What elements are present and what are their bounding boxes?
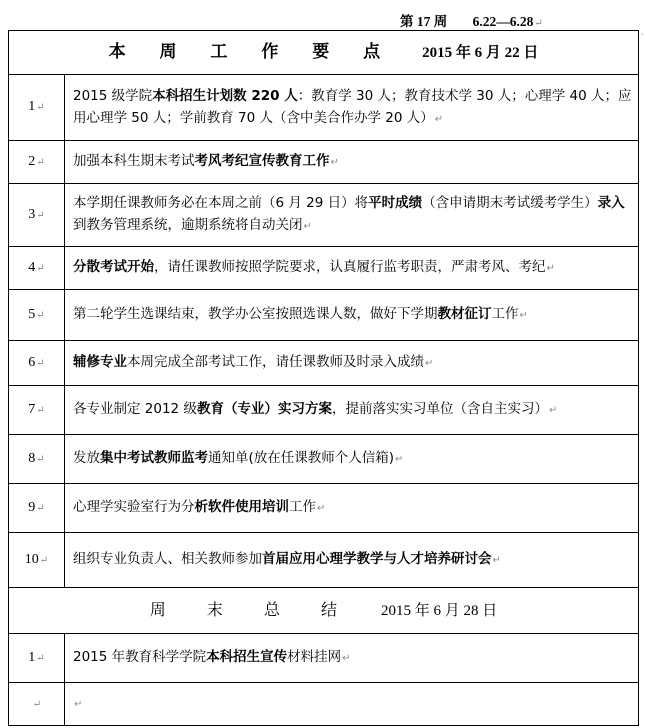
row-number bbox=[9, 435, 65, 484]
bold-text: 录入 bbox=[597, 195, 625, 211]
table-row bbox=[9, 75, 639, 141]
row-number bbox=[9, 683, 65, 726]
row-number-text: 7 bbox=[28, 401, 36, 417]
bold-text: 本科招生计划数 220 人 bbox=[152, 87, 298, 104]
row-content bbox=[65, 683, 639, 726]
text: 本周完成全部考试工作，请任课教师及时录入成绩 bbox=[127, 354, 424, 370]
row-number bbox=[9, 184, 65, 247]
row-content bbox=[65, 75, 639, 141]
text: 第二轮学生选课结束，教学办公室按照选课人数，做好下学期 bbox=[73, 306, 438, 322]
paragraph-mark-icon: ↵ bbox=[36, 357, 45, 369]
bold-text: 分散考试开始 bbox=[73, 259, 154, 275]
text: 2015 年教育科学学院 bbox=[73, 649, 207, 665]
summary-section-title: 周 末 总 结 bbox=[149, 600, 355, 619]
text: （含申请期末考试缓考学生） bbox=[422, 195, 598, 211]
table-row bbox=[9, 341, 639, 386]
table-row bbox=[9, 484, 639, 533]
paragraph-mark-icon: ↵ bbox=[36, 453, 45, 465]
row-number-text: 2 bbox=[28, 153, 36, 169]
paragraph-mark-icon: ↵ bbox=[425, 358, 434, 369]
summary-section-date: 2015 年 6 月 28 日 bbox=[381, 603, 498, 619]
weekly-section-title: 本 周 工 作 要 点 bbox=[108, 42, 395, 62]
bold-text: 教材征订 bbox=[437, 306, 492, 322]
row-content bbox=[65, 290, 639, 341]
row-number-text: 5 bbox=[28, 306, 36, 322]
bold-text: 集中考试教师监考 bbox=[100, 450, 208, 466]
paragraph-mark-icon: ↵ bbox=[317, 503, 326, 514]
row-number bbox=[9, 386, 65, 435]
work-plan-table bbox=[8, 30, 639, 726]
row-number-text: 10 bbox=[24, 551, 39, 567]
text: ，请任课教师按照学院要求，认真履行监考职责，严肃考风、考纪 bbox=[154, 259, 546, 275]
paragraph-mark-icon: ↵ bbox=[36, 102, 45, 113]
table-row bbox=[9, 290, 639, 341]
row-number-text: 4 bbox=[28, 259, 36, 275]
text: 心理学实验室行为分 bbox=[73, 499, 195, 515]
weekly-section-date: 2015 年 6 月 22 日 bbox=[422, 45, 539, 61]
table-row bbox=[9, 141, 639, 184]
table-row bbox=[9, 634, 639, 683]
row-content bbox=[65, 533, 639, 588]
paragraph-mark-icon: ↵ bbox=[32, 698, 42, 710]
paragraph-mark-icon: ↵ bbox=[36, 156, 45, 168]
text: 2015 级学院 bbox=[73, 87, 153, 104]
week-range: 6.22—6.28 bbox=[472, 14, 534, 29]
row-number bbox=[9, 484, 65, 533]
paragraph-mark-icon: ↵ bbox=[342, 653, 351, 664]
bold-text: 本科招生宣传 bbox=[206, 649, 288, 665]
row-number-text: 9 bbox=[28, 499, 36, 515]
paragraph-mark-icon: ↵ bbox=[303, 221, 312, 232]
row-content bbox=[65, 484, 639, 533]
table-row bbox=[9, 386, 639, 435]
paragraph-mark-icon: ↵ bbox=[39, 554, 49, 566]
row-content bbox=[65, 247, 639, 290]
text: 通知单(放在任课教师个人信箱) bbox=[208, 450, 395, 466]
bold-text: 考风考纪宣传教育工作 bbox=[194, 153, 330, 169]
paragraph-mark-icon: ↵ bbox=[74, 699, 83, 710]
text: 各专业制定 2012 级 bbox=[73, 401, 197, 417]
paragraph-mark-icon: ↵ bbox=[330, 157, 339, 168]
bold-text: 平时成绩 bbox=[368, 195, 423, 211]
summary-header-row bbox=[9, 588, 639, 634]
week-label: 第 17 周 bbox=[400, 14, 448, 29]
text: ：教育学 30 人；教育技术学 30 人；心理学 40 人；应用心理学 50 人；学前教育 70 人（含中美合作办学 20 人） bbox=[73, 87, 632, 126]
weekly-header-row bbox=[9, 31, 639, 75]
row-number-text: 8 bbox=[28, 450, 36, 466]
text: 到教务管理系统，逾期系统将自动关闭 bbox=[73, 217, 303, 233]
row-end-mark-icon: · bbox=[641, 30, 644, 40]
paragraph-mark-icon: ↵ bbox=[519, 310, 528, 321]
row-content bbox=[65, 184, 639, 247]
paragraph-mark-icon: ↵ bbox=[492, 555, 501, 566]
paragraph-mark-icon: ↵ bbox=[36, 209, 45, 221]
row-number bbox=[9, 533, 65, 588]
table-row bbox=[9, 683, 639, 726]
row-number bbox=[9, 247, 65, 290]
table-row bbox=[9, 247, 639, 290]
paragraph-mark-icon: ↵ bbox=[36, 502, 45, 514]
paragraph-mark-icon: ↵ bbox=[534, 18, 543, 29]
text: 发放 bbox=[73, 450, 100, 466]
weekly-header-cell bbox=[9, 31, 639, 75]
text: 本学期任课教师务必在本周之前（6 月 29 日）将 bbox=[73, 195, 369, 211]
row-number-text: 6 bbox=[28, 354, 36, 370]
paragraph-mark-icon: ↵ bbox=[548, 405, 558, 416]
table-row bbox=[9, 435, 639, 484]
row-content bbox=[65, 634, 639, 683]
paragraph-mark-icon: ↵ bbox=[36, 309, 45, 321]
summary-header-cell bbox=[9, 588, 639, 634]
row-number bbox=[9, 75, 65, 141]
row-number bbox=[9, 341, 65, 386]
paragraph-mark-icon: ↵ bbox=[395, 454, 404, 465]
row-number bbox=[9, 634, 65, 683]
row-content bbox=[65, 141, 639, 184]
text: 材料挂网 bbox=[287, 649, 342, 665]
row-content bbox=[65, 386, 639, 435]
paragraph-mark-icon: ↵ bbox=[546, 263, 555, 274]
text: 工作 bbox=[491, 306, 519, 322]
bold-text: 教育（专业）实习方案 bbox=[196, 401, 332, 417]
text: ，提前落实实习单位（含自主实习） bbox=[331, 401, 548, 417]
paragraph-mark-icon: ↵ bbox=[36, 404, 45, 416]
row-number-text: 1 bbox=[28, 649, 36, 665]
table-row bbox=[9, 184, 639, 247]
bold-text: 首届应用心理学教学与人才培养研讨会 bbox=[262, 551, 492, 567]
row-number bbox=[9, 290, 65, 341]
paragraph-mark-icon: ↵ bbox=[434, 113, 444, 125]
week-header bbox=[400, 10, 645, 30]
paragraph-mark-icon: ↵ bbox=[36, 652, 45, 664]
row-number-text: 1 bbox=[28, 99, 36, 114]
row-number bbox=[9, 141, 65, 184]
text: 加强本科生期末考试 bbox=[73, 153, 195, 169]
paragraph-mark-icon: ↵ bbox=[36, 262, 45, 274]
text: 工作 bbox=[289, 499, 316, 515]
row-content bbox=[65, 341, 639, 386]
table-row bbox=[9, 533, 639, 588]
text: 组织专业负责人、相关教师参加 bbox=[73, 551, 262, 567]
bold-text: 析软件使用培训 bbox=[194, 499, 289, 515]
row-number-text: 3 bbox=[28, 206, 36, 222]
bold-text: 辅修专业 bbox=[73, 354, 127, 370]
row-content bbox=[65, 435, 639, 484]
